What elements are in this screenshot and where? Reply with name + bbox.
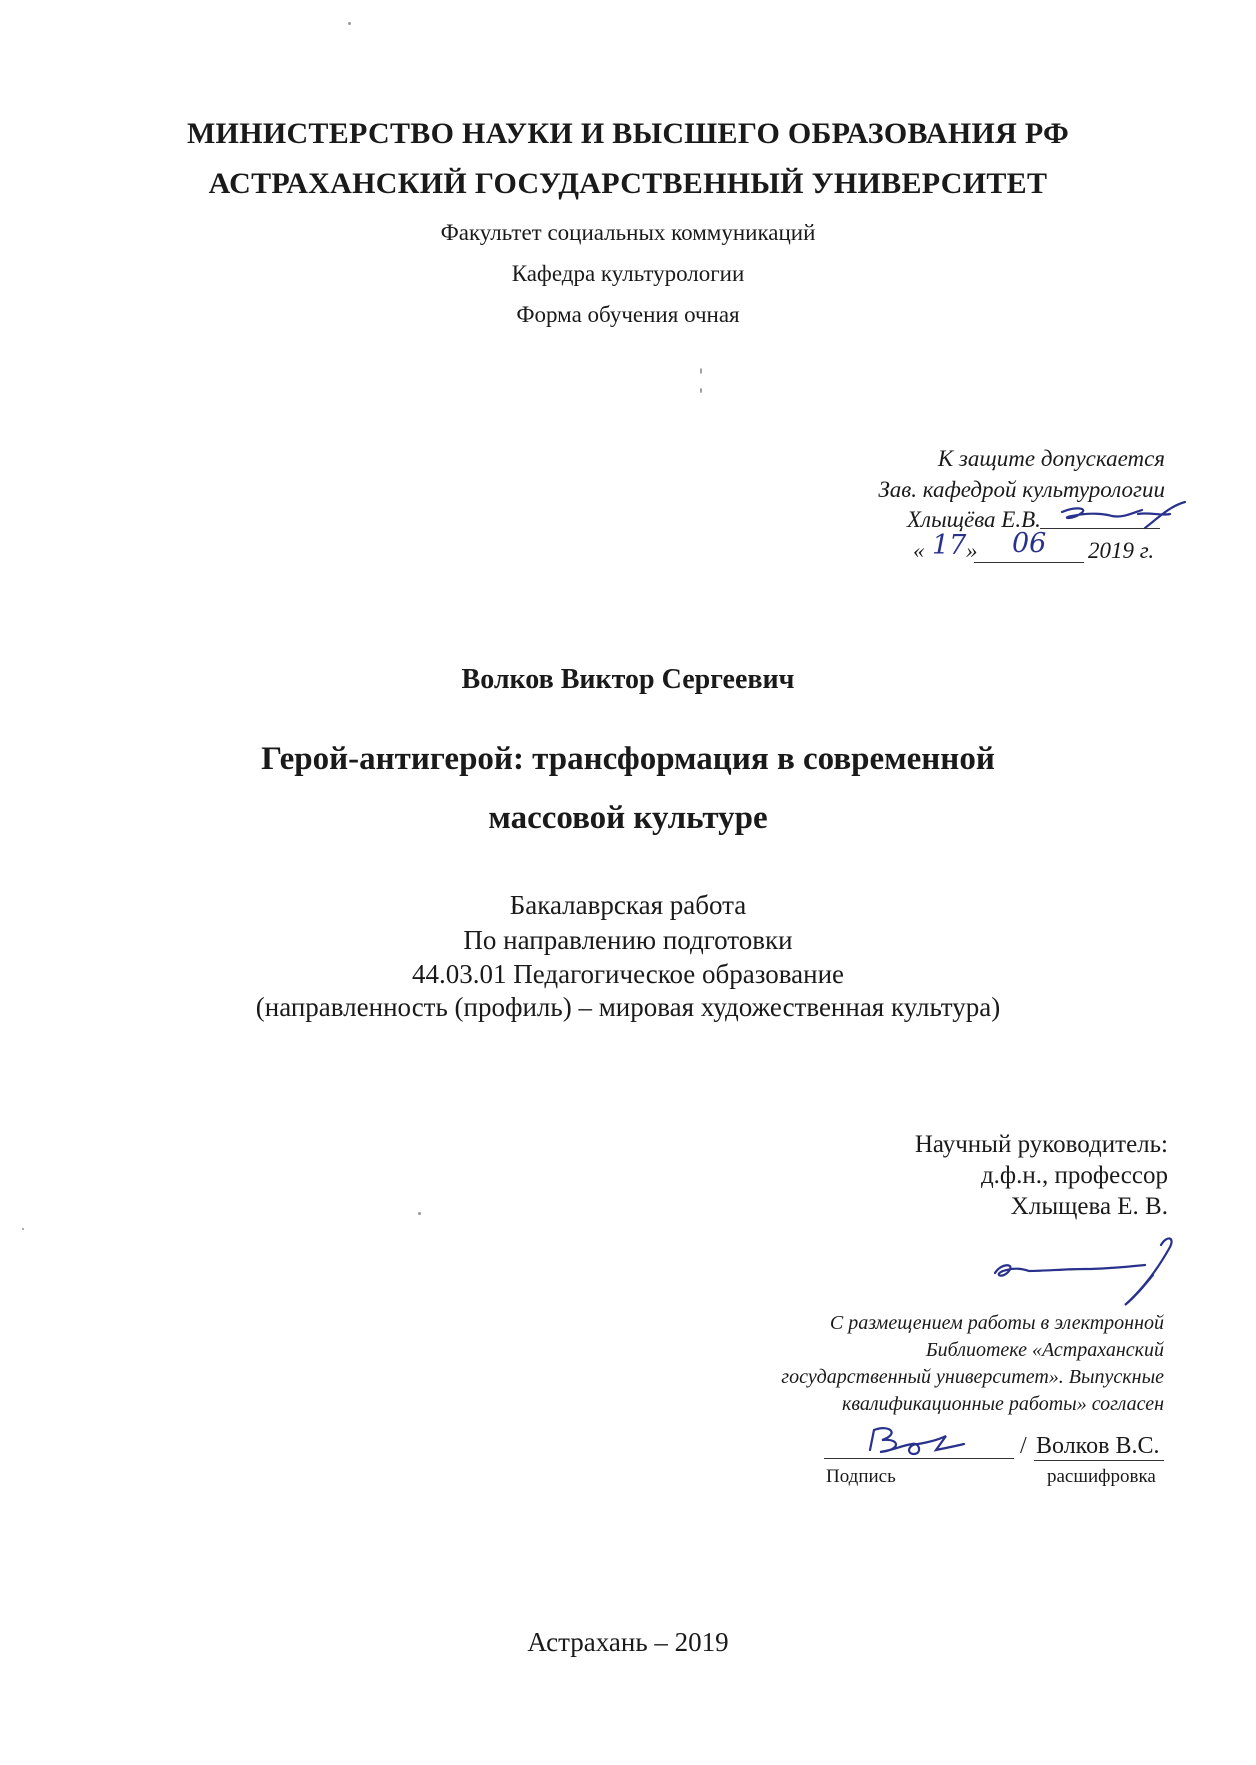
supervisor-signature [985, 1225, 1185, 1315]
consent-line-4: квалификационные работы» согласен [841, 1393, 1164, 1415]
author-name: Волков Виктор Сергеевич [461, 664, 795, 695]
work-type: Бакалаврская работа [509, 890, 747, 920]
supervisor-degree: д.ф.н., профессор [980, 1162, 1168, 1189]
department-line: Кафедра культурологии [511, 261, 745, 286]
thesis-title-line-2: массовой культуре [488, 800, 768, 836]
signature-caption: Подпись [826, 1466, 896, 1487]
scan-speck [418, 1212, 421, 1215]
head-signature [1050, 498, 1200, 538]
faculty-line: Факультет социальных коммуникаций [440, 220, 816, 245]
approval-day: 17 [932, 530, 967, 561]
scan-speck [700, 368, 702, 374]
signature-slash: / [1020, 1433, 1027, 1459]
consent-line-2: Библиотеке «Астраханский [925, 1339, 1164, 1361]
approval-year: 2019 г. [1088, 538, 1155, 563]
direction-profile: (направленность (профиль) – мировая художественная культура) [255, 992, 1001, 1022]
thesis-title-line-1: Герой-антигерой: трансформация в современной [261, 741, 995, 777]
student-signature-line [824, 1458, 1014, 1459]
approval-date-open: « [913, 538, 925, 563]
direction-code: 44.03.01 Педагогическое образование [411, 959, 845, 989]
approval-line-1: К защите допускается [937, 446, 1165, 471]
city-year: Астрахань – 2019 [527, 1627, 729, 1657]
supervisor-name: Хлыщева Е. В. [1010, 1193, 1168, 1220]
direction-label: По направлению подготовки [463, 925, 793, 955]
decode-caption: расшифровка [1047, 1466, 1156, 1487]
approval-line-3: Хлыщёва Е.В. [907, 507, 1041, 532]
scan-speck [22, 1228, 24, 1230]
scan-speck [700, 388, 702, 393]
study-form-line: Форма обучения очная [516, 302, 740, 327]
consent-line-1: С размещением работы в электронной [829, 1312, 1164, 1334]
approval-month: 06 [1012, 528, 1047, 559]
student-name-decoded: Волков В.С. [1036, 1433, 1160, 1459]
decode-line [1034, 1460, 1164, 1461]
consent-line-3: государственный университет». Выпускные [781, 1366, 1164, 1388]
ministry-heading: МИНИСТЕРСТВО НАУКИ И ВЫСШЕГО ОБРАЗОВАНИЯ РФ [186, 117, 1070, 150]
approval-signature-line [1040, 528, 1160, 529]
university-heading: АСТРАХАНСКИЙ ГОСУДАРСТВЕННЫЙ УНИВЕРСИТЕТ [208, 167, 1048, 200]
approval-date-line [974, 562, 1084, 563]
approval-line-2: Зав. кафедрой культурологии [878, 477, 1165, 502]
supervisor-label: Научный руководитель: [914, 1131, 1168, 1158]
approval-date-close: » [966, 538, 978, 563]
scan-speck [348, 22, 351, 25]
